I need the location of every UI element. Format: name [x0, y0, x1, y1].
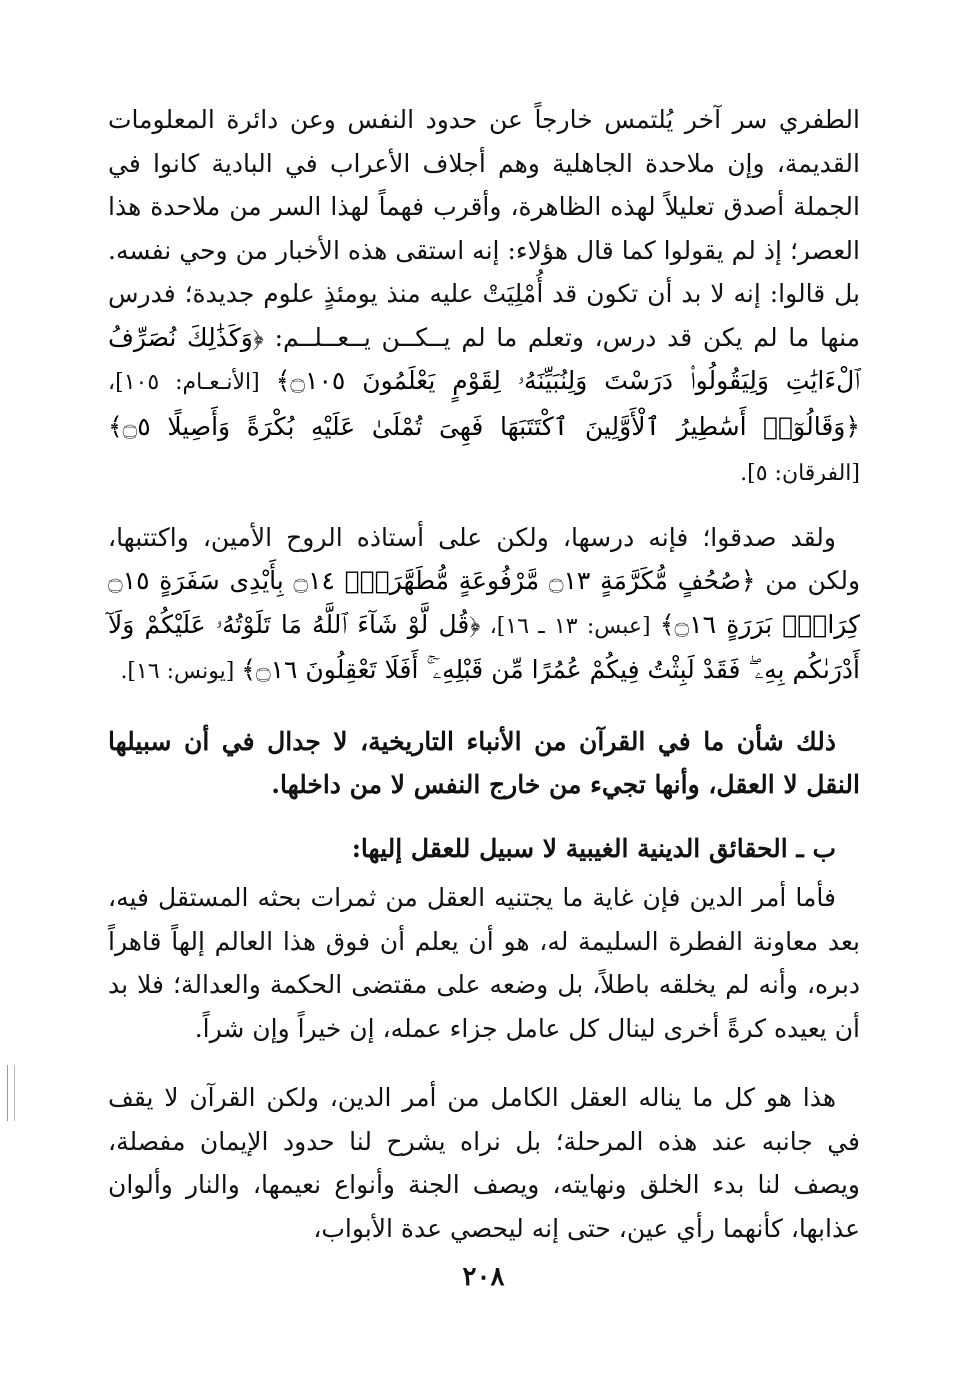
paragraph-1 — [108, 98, 860, 496]
verse-reference: [الأنـعـام: ١٠٥]، — [108, 370, 276, 395]
verse-reference: [يونس: ١٦]. — [120, 659, 242, 684]
section-heading: ب ـ الحقائق الدينية الغيبية لا سبيل للعقل إليها: — [351, 833, 836, 863]
page-body — [108, 98, 860, 1250]
paragraph-4: فأما أمر الدين فإن غاية ما يجتنيه العقل من ثمرات بحثه المستقل فيه، بعد معاونة الفطرة السليمة له، هو أن يعلم أن فوق هذا العالم إلهاً قاهراً دبره، وأنه لم يخلقه باطلاً، بل وضعه على مقتضى الحكمة والعدالة؛ فلا بد أن يعيده كرةً أخرى لينال كل عامل جزاء عمله، إن خيراً وإن شراً. — [108, 883, 860, 1043]
quran-verse: ﴿صُحُفٍ مُّكَرَّمَةٍ ۝١٣ مَّرْفُوعَةٍ مُّطَهَّرَةٍۭ ۝١٤ بِأَيْدِى سَفَرَةٍ ۝١٥ كِرَامٍۭ بَرَرَةٍ ۝١٦﴾ — [108, 566, 860, 639]
paragraph-2-text: ولقد صدقوا؛ فإنه درسها، ولكن على أستاذه الروح الأمين، واكتتبها، ولكن من — [108, 522, 861, 595]
paragraph-2 — [108, 516, 860, 694]
paragraph-3-emphasis: ذلك شأن ما في القرآن من الأنباء التاريخية، لا جدال في أن سبيلها النقل لا العقل، وأنها تجيء من خارج النفس لا من داخلها. — [108, 726, 860, 799]
paragraph-1-text: الطفري سر آخر يُلتمس خارجاً عن حدود النفس وعن دائرة المعلومات القديمة، وإن ملاحدة الجاهلية وهم أجلاف الأعراب في البادية كانوا في الجملة أصدق تعليلاً لهذه الظاهرة، وأقرب فهماً لهذا السر من ملاحدة هذا العصر؛ إذ لم يقولوا كما قال هؤلاء: إنه استقى هذه الأخبار من وحي نفسه. بل قالوا: إنه لا بد أن تكون قد أُمْلِيَتْ عليه منذ يومئذٍ علوم جديدة؛ فدرس منها ما لم يكن قد درس، وتعلم ما لم يــكــن يــعــلــم: — [108, 105, 861, 352]
verse-reference: [الفرقان: ٥]. — [740, 461, 860, 486]
page-number: ٢٠٨ — [462, 1262, 505, 1292]
quran-verse: ﴿وَقَالُوٓا۟ أَسَٰطِيرُ ٱلْأَوَّلِينَ ٱكْتَتَبَهَا فَهِىَ تُمْلَىٰ عَلَيْهِ بُكْرَةً وَأَصِيلًا ۝٥﴾ — [108, 411, 860, 441]
verse-reference: [عبس: ١٣ ـ ١٦]، — [480, 613, 660, 639]
quran-verse: ﴿وَكَذَٰلِكَ نُصَرِّفُ ٱلْءَايَٰتِ وَلِيَقُولُوا۟ دَرَسْتَ وَلِنُبَيِّنَهُۥ لِقَوْمٍ يَعْلَمُونَ ۝١٠٥﴾ — [108, 322, 860, 395]
scan-edge-mark — [7, 1065, 15, 1121]
quran-verse: ﴿قُل لَّوْ شَآءَ ٱللَّهُ مَا تَلَوْتُهُۥ عَلَيْكُمْ وَلَآ أَدْرَىٰكُم بِهِۦ ۖ فَقَدْ لَبِثْتُ فِيكُمْ عُمُرًا مِّن قَبْلِهِۦٓ ۚ أَفَلَا تَعْقِلُونَ ۝١٦﴾ — [108, 609, 860, 684]
paragraph-5: هذا هو كل ما يناله العقل الكامل من أمر الدين، ولكن القرآن لا يقف في جانبه عند هذه المرحلة؛ بل نراه يشرح لنا حدود الإيمان مفصلة، ويصف لنا بدء الخلق ونهايته، ويصف الجنة وأنواع نعيمها، والنار وألوان عذابها، كأنهما رأي عين، حتى إنه ليحصي عدة الأبواب، — [108, 1083, 860, 1243]
